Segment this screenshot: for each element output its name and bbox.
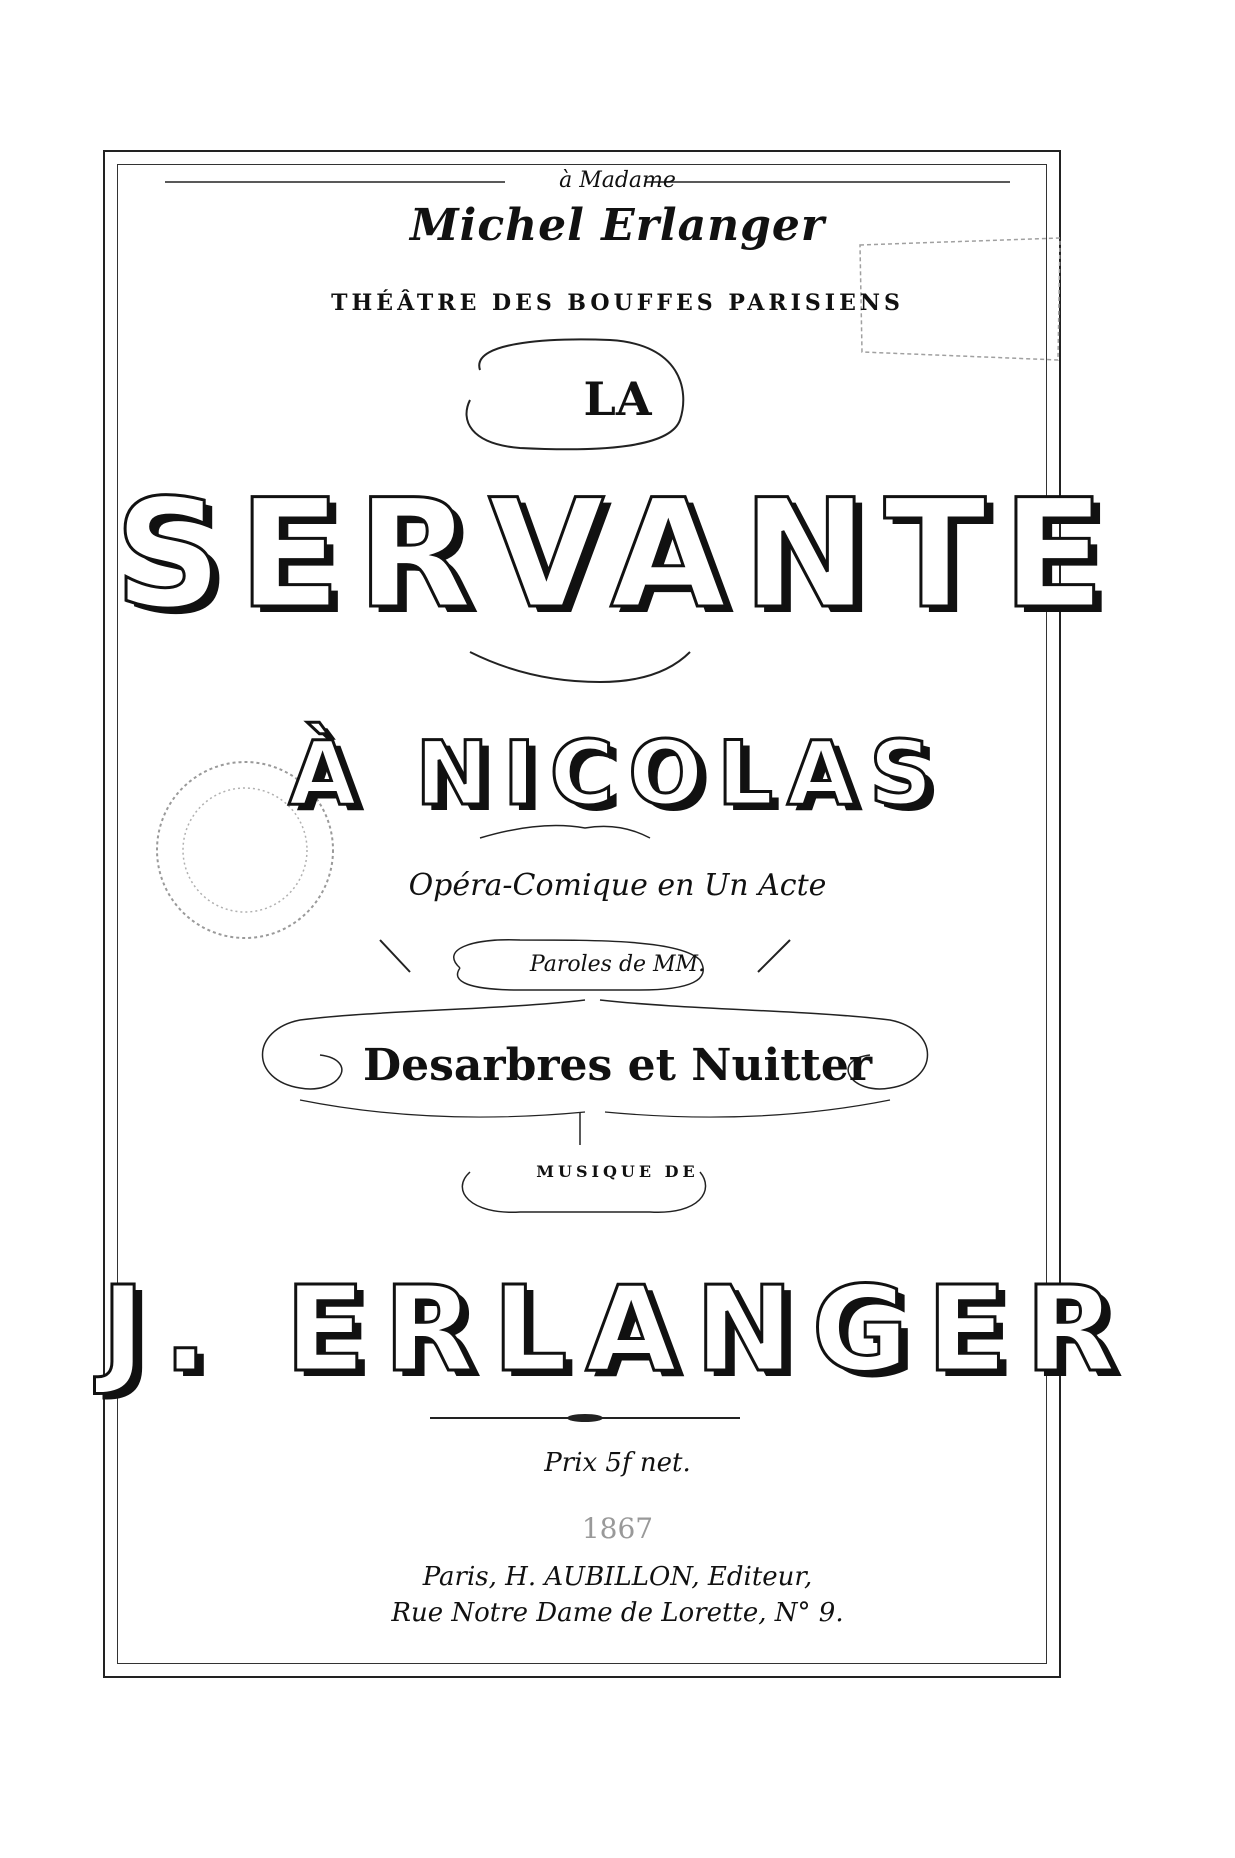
genre: Opéra-Comique en Un Acte [408, 868, 827, 903]
librettist-names: Desarbres et Nuitter [362, 1040, 873, 1091]
theatre-name: THÉÂTRE DES BOUFFES PARISIENS [331, 290, 904, 316]
price: Prix 5f net. [544, 1448, 691, 1478]
composer-name: J. ERLANGER [101, 1260, 1134, 1398]
dedication-name: Michel Erlanger [409, 200, 826, 251]
dedication-line: à Madame [559, 168, 676, 193]
librettist-intro: Paroles de MM. [529, 952, 706, 977]
composer-intro: MUSIQUE DE [536, 1162, 699, 1181]
publisher-line1: Paris, H. AUBILLON, Editeur, [422, 1562, 813, 1592]
title-sub: À NICOLAS [288, 722, 947, 825]
title-article: LA [583, 372, 652, 426]
stamp-year: 1867 [581, 1512, 654, 1545]
title-main: SERVANTE [114, 468, 1121, 642]
publisher-line2: Rue Notre Dame de Lorette, N° 9. [391, 1598, 844, 1628]
